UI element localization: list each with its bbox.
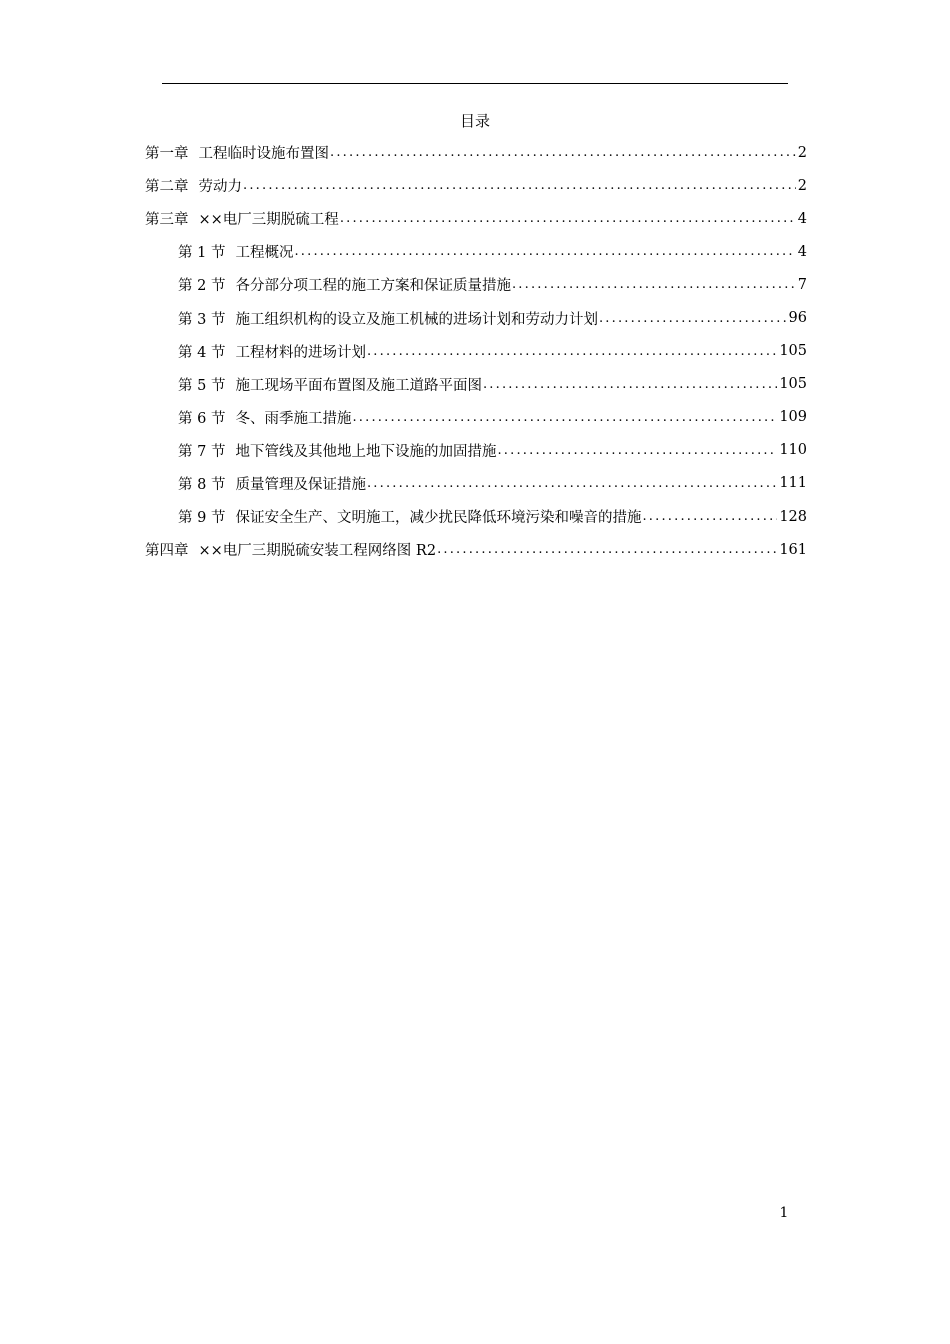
dot-leader — [642, 509, 777, 524]
toc-entry-section-4[interactable] — [178, 335, 807, 368]
dot-leader — [294, 244, 795, 259]
toc-entry-page: 2 — [797, 144, 807, 161]
toc-entry-label: 第二章 — [145, 179, 189, 196]
toc-entry-label: 第 5 节 — [178, 377, 226, 394]
dot-leader — [437, 542, 777, 557]
toc-entry-chapter-1[interactable] — [145, 136, 807, 169]
toc-entry-page: 109 — [779, 409, 807, 426]
toc-entry-text: 工程材料的进场计划 — [235, 344, 366, 361]
toc-entry-page: 110 — [779, 442, 807, 459]
toc-entry-section-6[interactable] — [178, 401, 807, 434]
toc-entry-chapter-2[interactable] — [145, 169, 807, 202]
toc-entry-text: ××电厂三期脱硫工程 — [198, 212, 339, 229]
toc-entry-text: 工程概况 — [235, 245, 294, 262]
toc-entry-page: 105 — [779, 343, 807, 360]
toc-entry-section-3[interactable] — [178, 301, 807, 334]
toc-entry-label: 第 1 节 — [178, 245, 226, 262]
toc-title: 目录 — [459, 112, 490, 130]
toc-entry-label: 第 2 节 — [178, 278, 226, 295]
toc-entry-text: 冬、雨季施工措施 — [235, 410, 352, 427]
toc-entry-label: 第 9 节 — [178, 510, 226, 527]
dot-leader — [483, 377, 777, 392]
toc-entry-label: 第 6 节 — [178, 410, 226, 427]
toc-entry-text: 质量管理及保证措施 — [235, 476, 366, 493]
toc-entry-page: 161 — [779, 541, 807, 558]
toc-entry-text: 工程临时设施布置图 — [198, 146, 329, 163]
toc-entry-page: 96 — [788, 310, 807, 327]
toc-entry-chapter-3[interactable] — [145, 202, 807, 235]
toc-entry-page: 7 — [797, 276, 807, 293]
toc-entry-label: 第 8 节 — [178, 476, 226, 493]
toc-entry-page: 111 — [779, 475, 807, 492]
toc-entry-page: 4 — [797, 210, 807, 227]
toc-entry-section-7[interactable] — [178, 434, 807, 467]
dot-leader — [512, 277, 796, 292]
toc-entry-page: 105 — [779, 376, 807, 393]
toc-entry-section-8[interactable] — [178, 467, 807, 500]
toc-entry-label: 第一章 — [145, 146, 189, 163]
toc-entry-text: 施工组织机构的设立及施工机械的进场计划和劳动力计划 — [235, 311, 598, 328]
toc-entry-section-1[interactable] — [178, 235, 807, 268]
dot-leader — [599, 311, 787, 326]
toc-entry-page: 4 — [797, 243, 807, 260]
toc-entry-section-2[interactable] — [178, 268, 807, 301]
toc-entry-label: 第 3 节 — [178, 311, 226, 328]
toc-entry-chapter-4[interactable] — [145, 533, 807, 566]
toc-entry-text: 施工现场平面布置图及施工道路平面图 — [235, 377, 482, 394]
page-number: 1 — [779, 1205, 789, 1221]
toc-entry-text: 劳动力 — [198, 179, 242, 196]
toc-entry-label: 第三章 — [145, 212, 189, 229]
dot-leader — [243, 178, 796, 193]
dot-leader — [340, 211, 796, 226]
toc-entry-page: 128 — [779, 508, 807, 525]
toc-entry-label: 第 4 节 — [178, 344, 226, 361]
table-of-contents — [0, 136, 950, 566]
toc-entry-section-9[interactable] — [178, 500, 807, 533]
dot-leader — [367, 476, 777, 491]
dot-leader — [352, 410, 777, 425]
toc-entry-text: 保证安全生产、文明施工，减少扰民降低环境污染和噪音的措施 — [235, 510, 642, 527]
dot-leader — [330, 145, 796, 160]
toc-entry-label: 第四章 — [145, 543, 189, 560]
toc-entry-text: 地下管线及其他地上地下设施的加固措施 — [235, 443, 497, 460]
dot-leader — [367, 344, 777, 359]
toc-entry-section-5[interactable] — [178, 368, 807, 401]
toc-entry-text: 各分部分项工程的施工方案和保证质量措施 — [235, 278, 511, 295]
toc-entry-label: 第 7 节 — [178, 443, 226, 460]
toc-entry-page: 2 — [797, 177, 807, 194]
header-rule — [162, 83, 788, 84]
dot-leader — [497, 443, 777, 458]
toc-entry-text: ××电厂三期脱硫安装工程网络图 R2 — [198, 543, 437, 560]
